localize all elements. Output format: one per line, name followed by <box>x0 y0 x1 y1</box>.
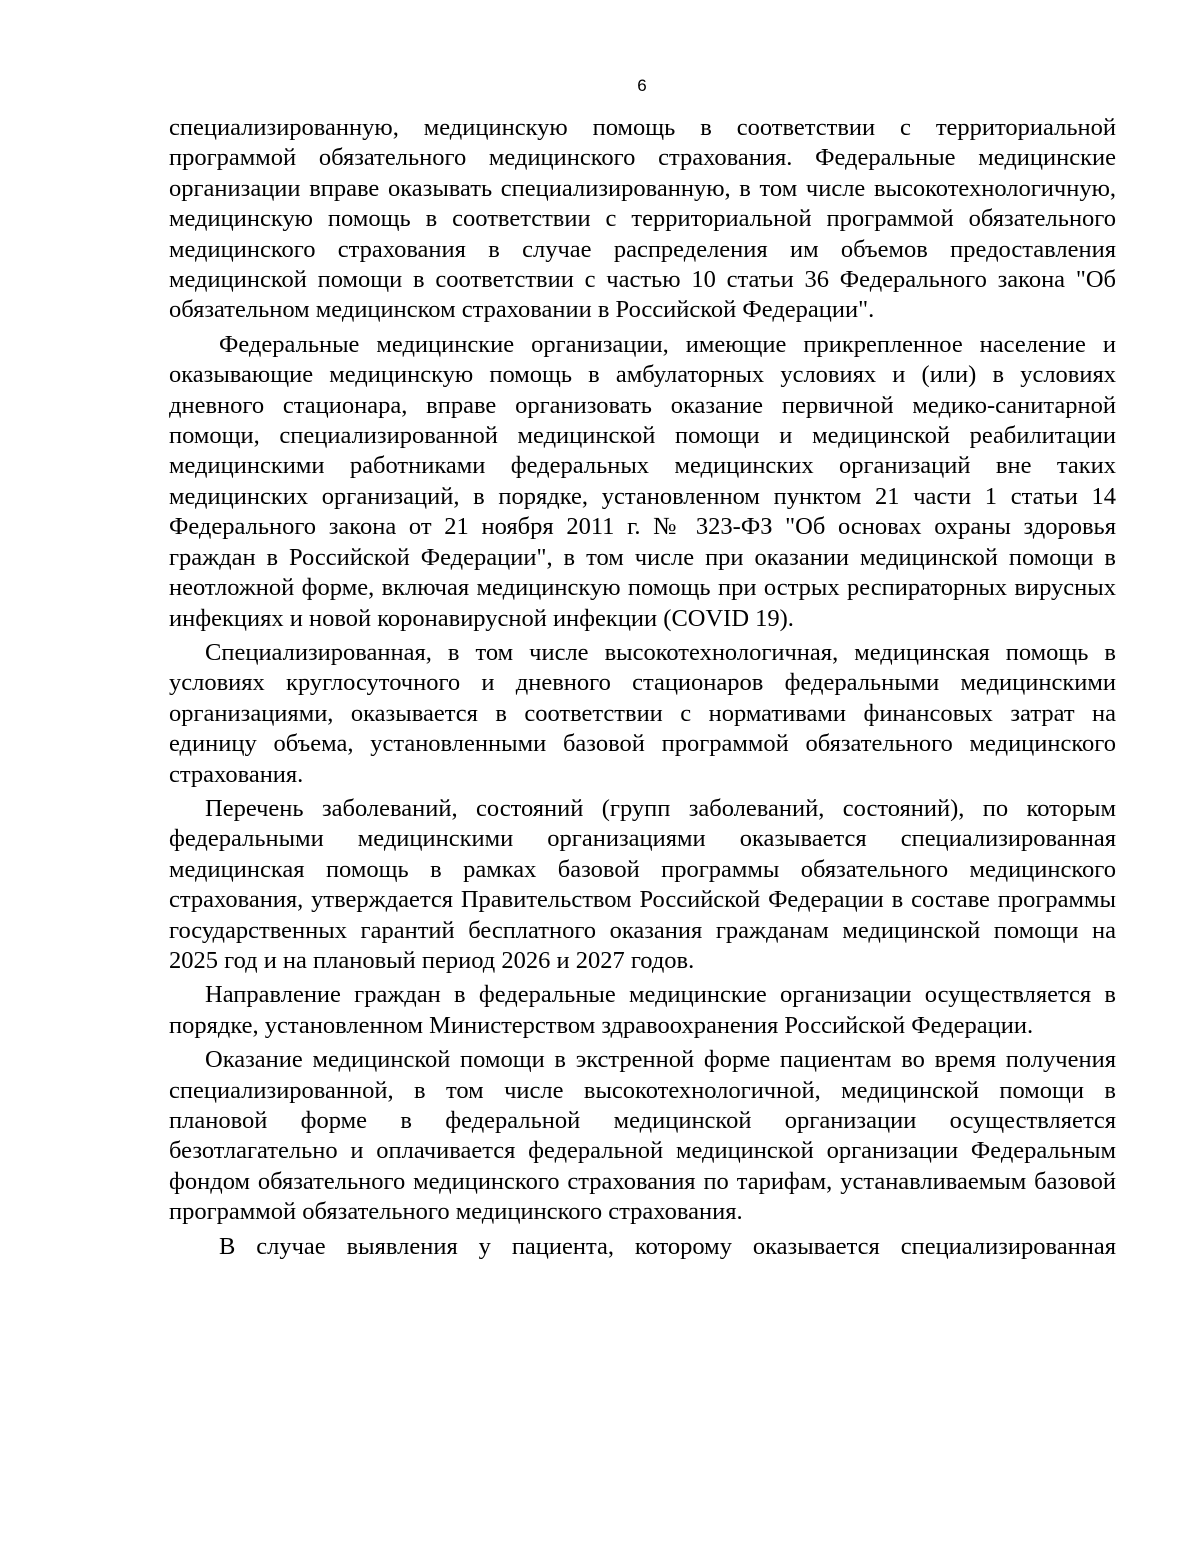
paragraph-federal-organizations-attached-population: Федеральные медицинские организации, имеющие прикрепленное население и оказывающие медицинскую помощь в амбулаторных условиях и (или) в условиях дневного стационара, вправе организовать оказание первичной медико-санитарной помощи, специализированной медицинской помощи и медицинской реабилитации медицинскими работниками федеральных медицинских организаций вне таких медицинских организаций, в порядке, установленном пунктом 21 части 1 статьи 14 Федерального закона от 21 ноября 2011 г. № 323-ФЗ "Об основах охраны здоровья граждан в Российской Федерации", в том числе при оказании медицинской помощи в неотложной форме, включая медицинскую помощь при острых респираторных вирусных инфекциях и новой коронавирусной инфекции (COVID 19). <box>169 330 1116 632</box>
paragraph-referral: Направление граждан в федеральные медицинские организации осуществляется в порядке, установленном Министерством здравоохранения Российской Федерации. <box>169 981 1116 1039</box>
paragraph-emergency-care: Оказание медицинской помощи в экстренной форме пациентам во время получения специализированной, в том числе высокотехнологичной, медицинской помощи в плановой форме в федеральной медицинской организации осуществляется безотлагательно и оплачивается федеральной медицинской организации Федеральным фондом обязательного медицинского страхования по тарифам, устанавливаемым базовой программой обязательного медицинского страхования. <box>169 1046 1116 1226</box>
paragraph-specialized-care-financing: Специализированная, в том числе высокотехнологичная, медицинская помощь в условиях круглосуточного и дневного стационаров федеральными медицинскими организациями, оказывается в соответствии с нормативами финансовых затрат на единицу объема, установленными базовой программой обязательного медицинского страхования. <box>169 638 1116 788</box>
paragraph-diseases-list: Перечень заболеваний, состояний (групп заболеваний, состояний), по которым федеральными медицинскими организациями оказывается специализированная медицинская помощь в рамках базовой программы обязательного медицинского страхования, утверждается Правительством Российской Федерации в составе программы государственных гарантий бесплатного оказания гражданам медицинской помощи на 2025 год и на плановый период 2026 и 2027 годов. <box>169 794 1116 974</box>
document-body <box>169 113 1116 1266</box>
page-number: 6 <box>637 76 647 95</box>
paragraph-continuation: специализированную, медицинскую помощь в соответствии с территориальной программой обязательного медицинского страхования. Федеральные медицинские организации вправе оказывать специализированную, в том числе высокотехнологичную, медицинскую помощь в соответствии с территориальной программой обязательного медицинского страхования в случае распределения им объемов предоставления медицинской помощи в соответствии с частью 10 статьи 36 Федерального закона "Об обязательном медицинском страховании в Российской Федерации". <box>169 114 1116 324</box>
paragraph-case-detection: В случае выявления у пациента, которому оказывается специализированная <box>219 1232 1116 1260</box>
